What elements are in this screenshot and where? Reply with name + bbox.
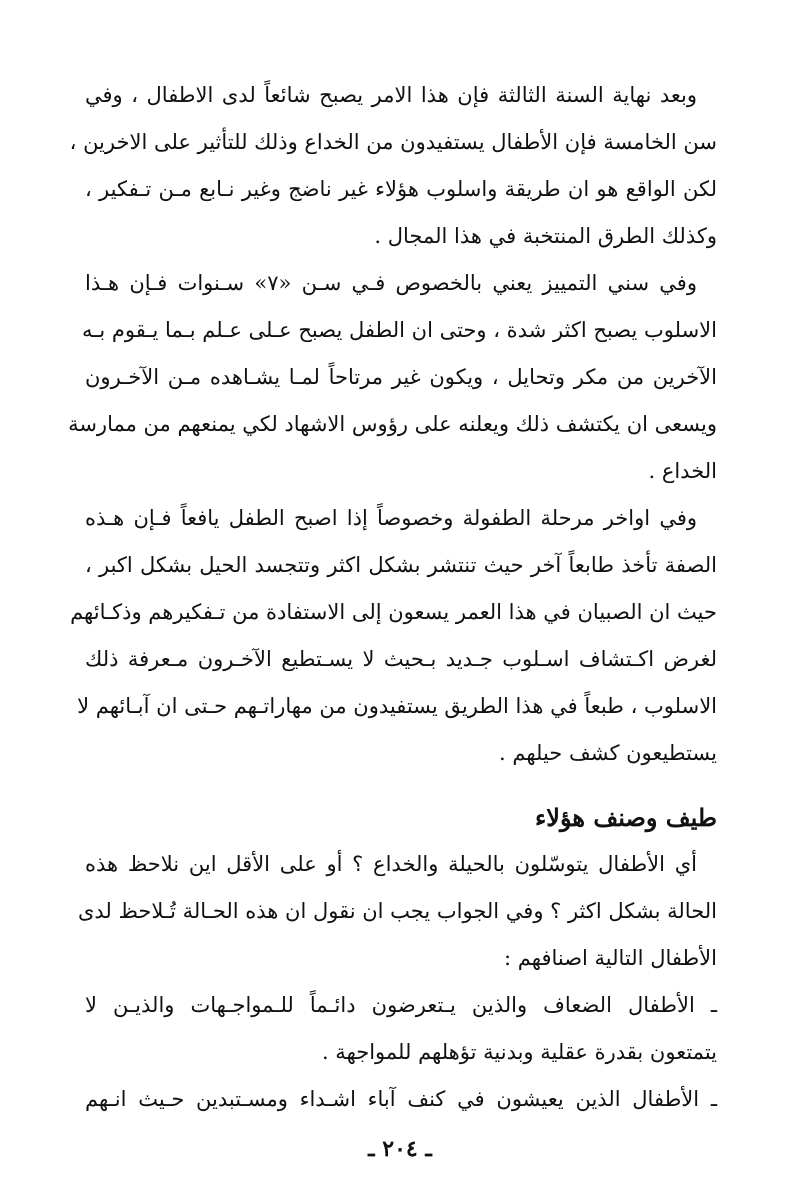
paragraph-1-line-1: وبعد نهاية السنة الثالثة فإن هذا الامر يصبح شائعاً لدى الاطفال ، وفي [85, 83, 697, 107]
paragraph-2-line-4: ويسعى ان يكتشف ذلك ويعلنه على رؤوس الاشهاد لكي يمنعهم من ممارسة [68, 412, 717, 436]
paragraph-3 [70, 495, 717, 777]
paragraph-3-line-3: حيث ان الصبيان في هذا العمر يسعون إلى الاستفادة من تـفكيرهم وذكـائهم [70, 600, 717, 624]
paragraph-4-line-2: الحالة بشكل اكثر ؟ وفي الجواب يجب ان نقول ان هذه الحـالة تُـلاحظ لدى [77, 899, 717, 923]
paragraph-3-line-5: الاسلوب ، طبعاً في هذا الطريق يستفيدون من مهاراتـهم حـتى ان آبـائهم لا [77, 694, 717, 718]
list-item-2 [85, 1076, 717, 1123]
paragraph-1-line-4: وكذلك الطرق المنتخبة في هذا المجال . [374, 224, 717, 248]
paragraph-4-line-3: الأطفال التالية اصنافهم : [504, 946, 717, 970]
list-item-1-line-2: يتمتعون بقدرة عقلية وبدنية تؤهلهم للمواجهة . [321, 1040, 717, 1064]
paragraph-3-line-2: الصفة تأخذ طابعاً آخر حيث تنتشر بشكل اكثر وتتجسد الحيل بشكل اكبر ، [85, 553, 717, 577]
list-item-2-line-1: ـ الأطفال الذين يعيشون في كنف آباء اشـداء ومسـتبدين حـيث انـهم [85, 1087, 717, 1111]
paragraph-2-line-5: الخداع . [648, 459, 717, 483]
paragraph-3-line-1: وفي اواخر مرحلة الطفولة وخصوصاً إذا اصبح الطفل يافعاً فـإن هـذه [85, 506, 697, 530]
paragraph-1-line-2: سن الخامسة فإن الأطفال يستفيدون من الخداع وذلك للتأثير على الاخرين ، [69, 130, 717, 154]
section-heading: طيف وصنف هؤلاء [535, 803, 717, 832]
paragraph-3-line-4: لغرض اكـتشاف اسـلوب جـديد بـحيث لا يسـتطيع الآخـرون مـعرفة ذلك [85, 647, 717, 671]
paragraph-1-line-3: لكن الواقع هو ان طريقة واسلوب هؤلاء غير ناضج وغير نـابع مـن تـفكير ، [85, 177, 717, 201]
paragraph-1 [69, 72, 717, 260]
paragraph-4-line-1: أي الأطفال يتوسّلون بالحيلة والخداع ؟ أو على الأقل اين نلاحظ هذه [85, 852, 697, 876]
page-body [68, 72, 717, 1123]
paragraph-2-line-1: وفي سني التمييز يعني بالخصوص فـي سـن «٧» سـنوات فـإن هـذا [85, 271, 697, 295]
list-item-1 [85, 982, 717, 1076]
paragraph-4 [77, 841, 717, 982]
paragraph-3-line-6: يستطيعون كشف حيلهم . [499, 741, 717, 765]
paragraph-2 [68, 260, 717, 495]
paragraph-2-line-2: الاسلوب يصبح اكثر شدة ، وحتى ان الطفل يصبح عـلى عـلم بـما يـقوم بـه [81, 318, 717, 342]
page-number: ـ ٢٠٤ ـ [368, 1136, 432, 1162]
paragraph-2-line-3: الآخرين من مكر وتحايل ، ويكون غير مرتاحاً لمـا يشـاهده مـن الآخـرون [85, 365, 717, 389]
list-item-1-line-1: ـ الأطفال الضعاف والذين يـتعرضون دائـماً للـمواجـهات والذيـن لا [85, 993, 717, 1017]
